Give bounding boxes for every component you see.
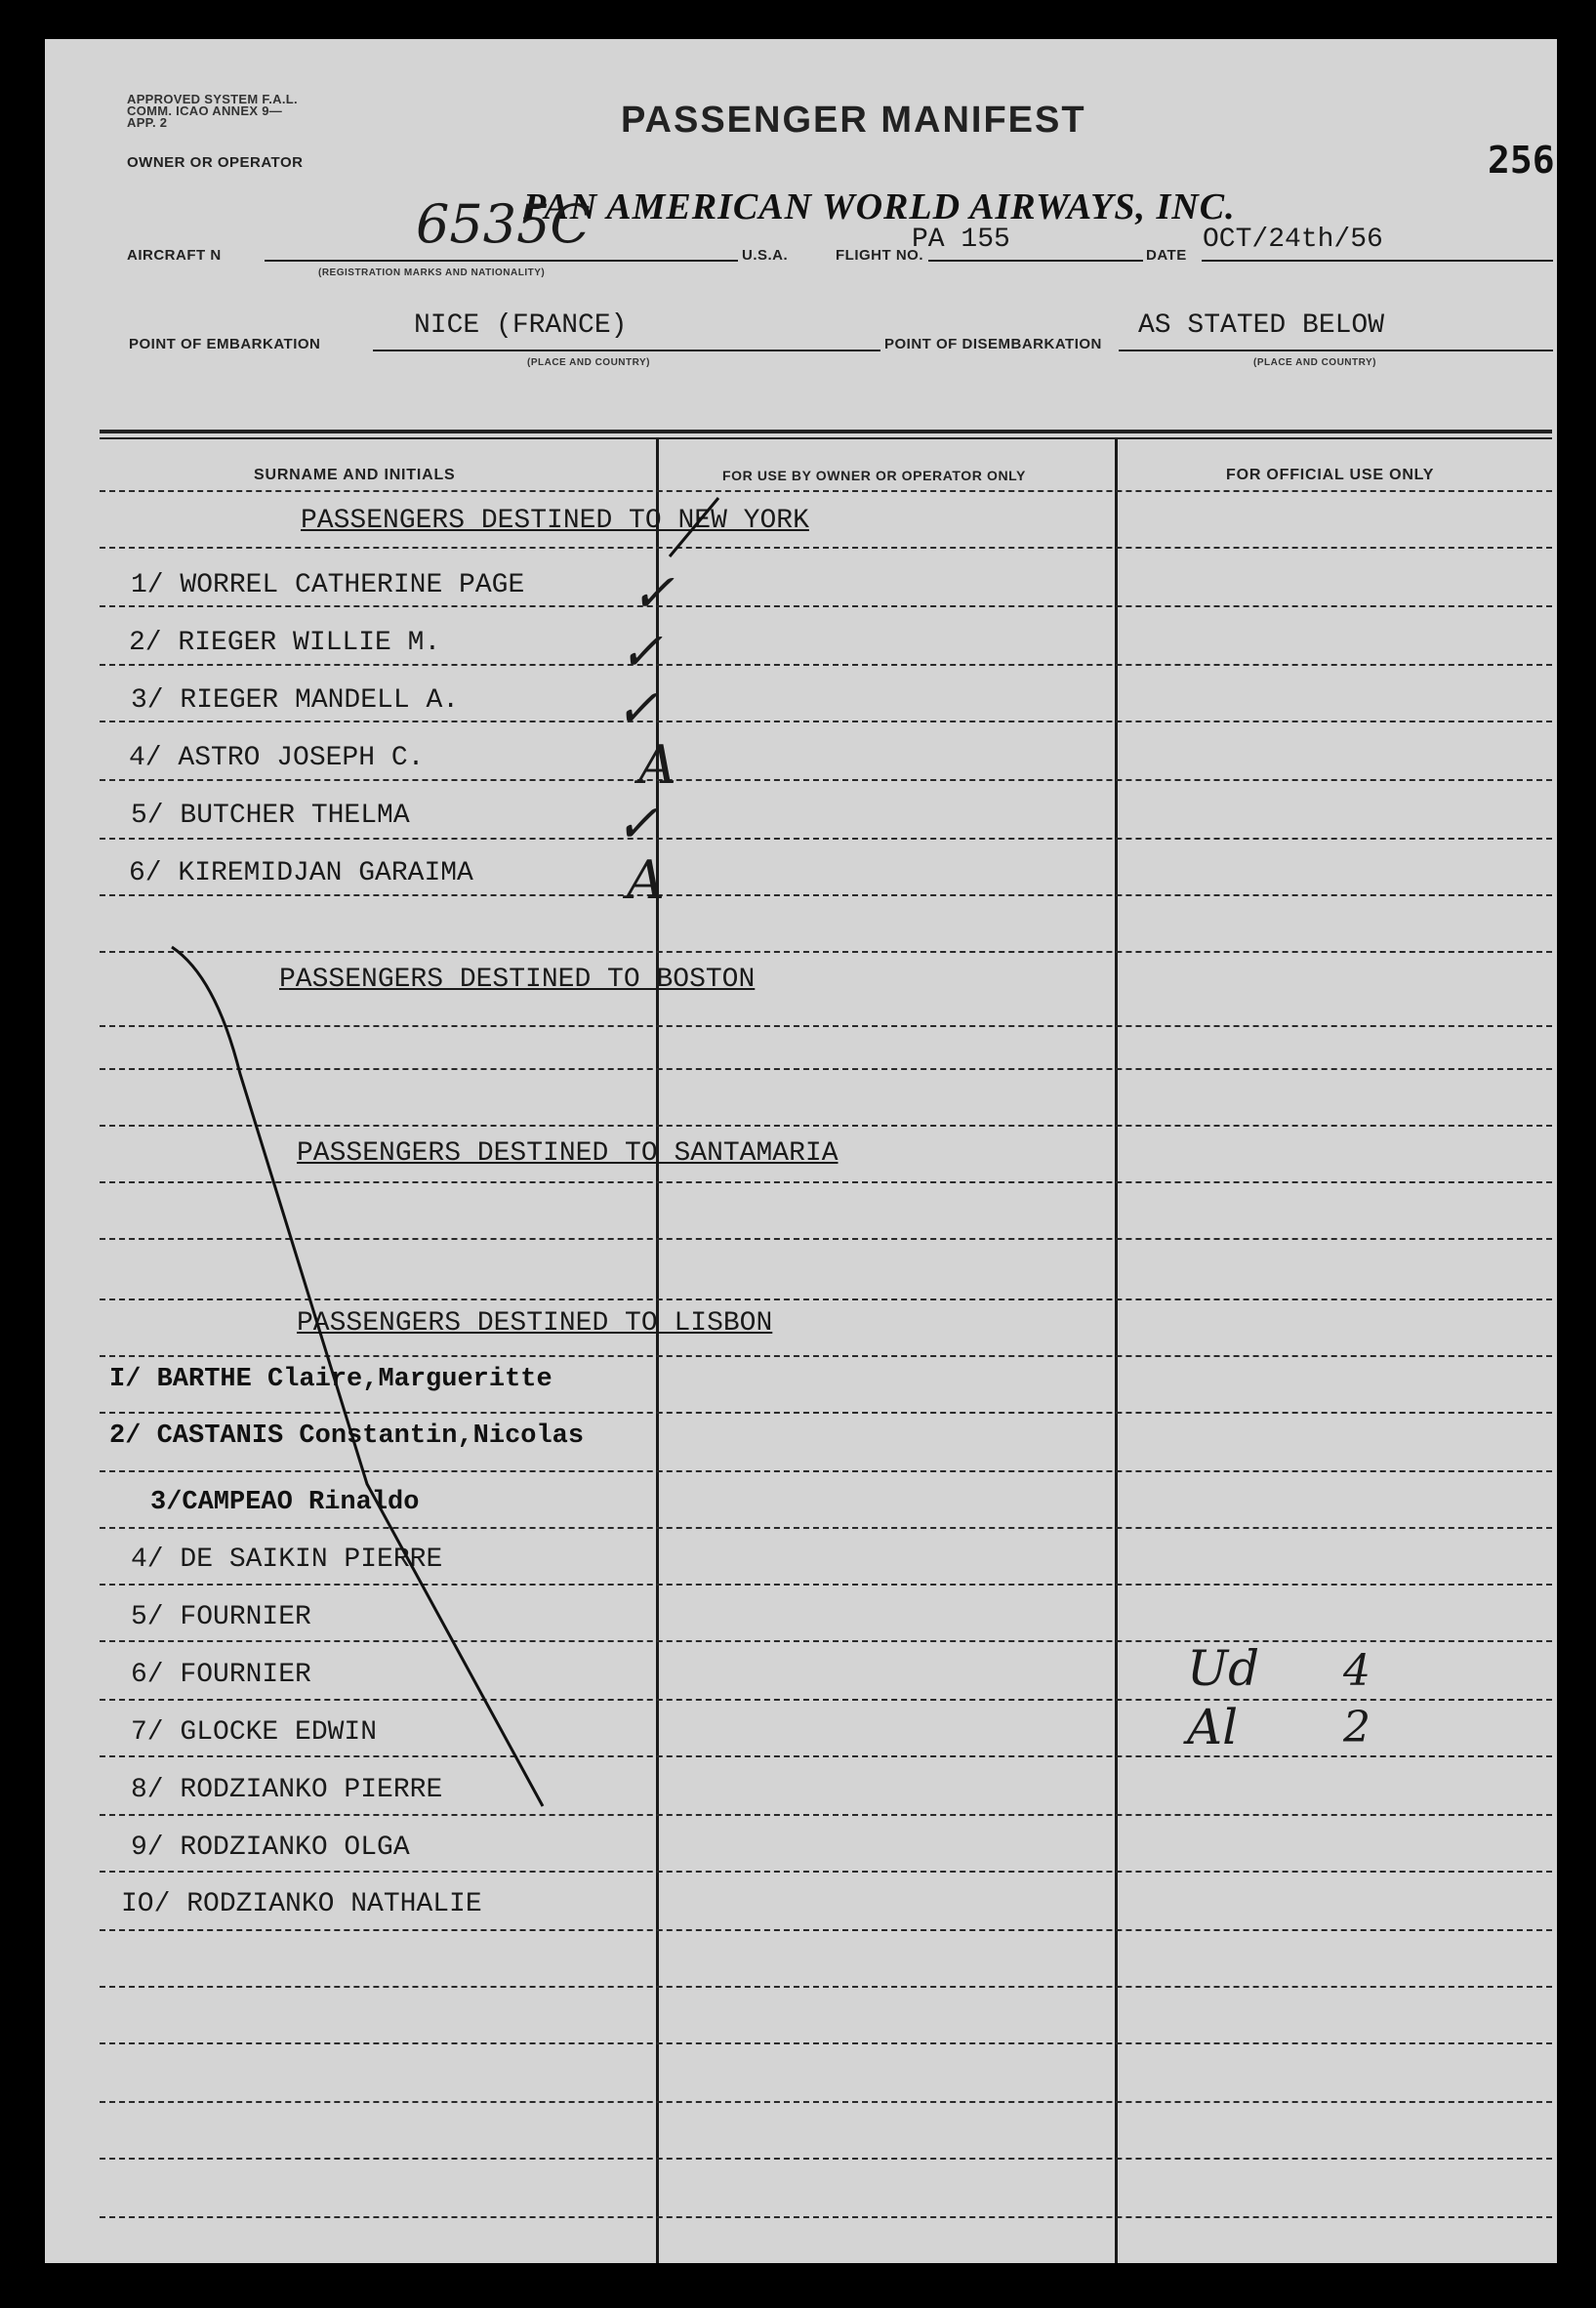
owner-mark-letter: A (638, 734, 676, 796)
strike-through-line (45, 39, 1557, 2263)
aircraft-label: AIRCRAFT N (127, 247, 222, 264)
check-mark-icon: ✓ (615, 678, 660, 739)
passenger-row: 4/ DE SAIKIN PIERRE (131, 1545, 443, 1575)
passenger-row: 9/ RODZIANKO OLGA (131, 1833, 410, 1863)
section-heading-boston: PASSENGERS DESTINED TO BOSTON (279, 965, 756, 995)
passenger-row: 5/ FOURNIER (131, 1602, 311, 1632)
passenger-row: IO/ RODZIANKO NATHALIE (121, 1889, 482, 1919)
passenger-row: 8/ RODZIANKO PIERRE (131, 1775, 443, 1805)
section-heading-santamaria: PASSENGERS DESTINED TO SANTAMARIA (297, 1138, 839, 1169)
passenger-row: 4/ ASTRO JOSEPH C. (129, 743, 425, 773)
column-header-official-use: FOR OFFICIAL USE ONLY (1226, 467, 1435, 483)
date-label: DATE (1146, 247, 1187, 264)
approval-stamp: APPROVED SYSTEM F.A.L. COMM. ICAO ANNEX 9—APP. 2 (127, 92, 298, 130)
passenger-row: 1/ WORREL CATHERINE PAGE (131, 570, 525, 600)
flight-value: PA 155 (912, 225, 1010, 255)
check-mark-icon: ✓ (615, 793, 660, 854)
disembarkation-caption: (PLACE AND COUNTRY) (1253, 357, 1376, 368)
owner-mark-letter: A (627, 849, 665, 911)
page-number: 256 (1488, 139, 1555, 182)
official-note-count: 4 (1343, 1646, 1371, 1696)
embarkation-value: NICE (FRANCE) (414, 310, 628, 341)
passenger-row: 6/ FOURNIER (131, 1660, 311, 1690)
section-heading-lisbon: PASSENGERS DESTINED TO LISBON (297, 1308, 773, 1339)
passenger-row: 3/CAMPEAO Rinaldo (150, 1488, 420, 1517)
usa-label: U.S.A. (742, 247, 789, 264)
manifest-page (45, 39, 1557, 2263)
official-note-count: 2 (1343, 1703, 1371, 1752)
registration-caption: (REGISTRATION MARKS AND NATIONALITY) (318, 268, 546, 278)
aircraft-value: 6535C (416, 193, 591, 255)
passenger-row: 2/ RIEGER WILLIE M. (129, 628, 441, 658)
passenger-row: 3/ RIEGER MANDELL A. (131, 685, 460, 716)
passenger-row: 7/ GLOCKE EDWIN (131, 1717, 378, 1748)
embarkation-caption: (PLACE AND COUNTRY) (527, 357, 650, 368)
check-mark-icon: ✓ (619, 621, 664, 682)
owner-value: PAN AMERICAN WORLD AIRWAYS, INC. (523, 186, 1236, 227)
owner-label: OWNER OR OPERATOR (127, 154, 304, 171)
passenger-row: I/ BARTHE Claire,Margueritte (109, 1365, 552, 1394)
passenger-row: 6/ KIREMIDJAN GARAIMA (129, 858, 473, 888)
embarkation-label: POINT OF EMBARKATION (129, 336, 321, 352)
official-note-label: Ud (1187, 1640, 1260, 1697)
form-title: PASSENGER MANIFEST (621, 100, 1086, 141)
section-heading-new-york: PASSENGERS DESTINED TO NEW YORK (301, 506, 809, 536)
column-header-owner-use: FOR USE BY OWNER OR OPERATOR ONLY (722, 468, 1026, 483)
passenger-row: 5/ BUTCHER THELMA (131, 801, 410, 831)
disembarkation-value: AS STATED BELOW (1138, 310, 1385, 341)
official-note-label: Al (1187, 1699, 1239, 1755)
check-mark-icon: ✓ (631, 562, 675, 624)
passenger-row: 2/ CASTANIS Constantin,Nicolas (109, 1422, 585, 1451)
flight-label: FLIGHT NO. (836, 247, 923, 264)
column-header-surname: SURNAME AND INITIALS (254, 467, 456, 483)
date-value: OCT/24th/56 (1203, 225, 1383, 255)
disembarkation-label: POINT OF DISEMBARKATION (884, 336, 1102, 352)
